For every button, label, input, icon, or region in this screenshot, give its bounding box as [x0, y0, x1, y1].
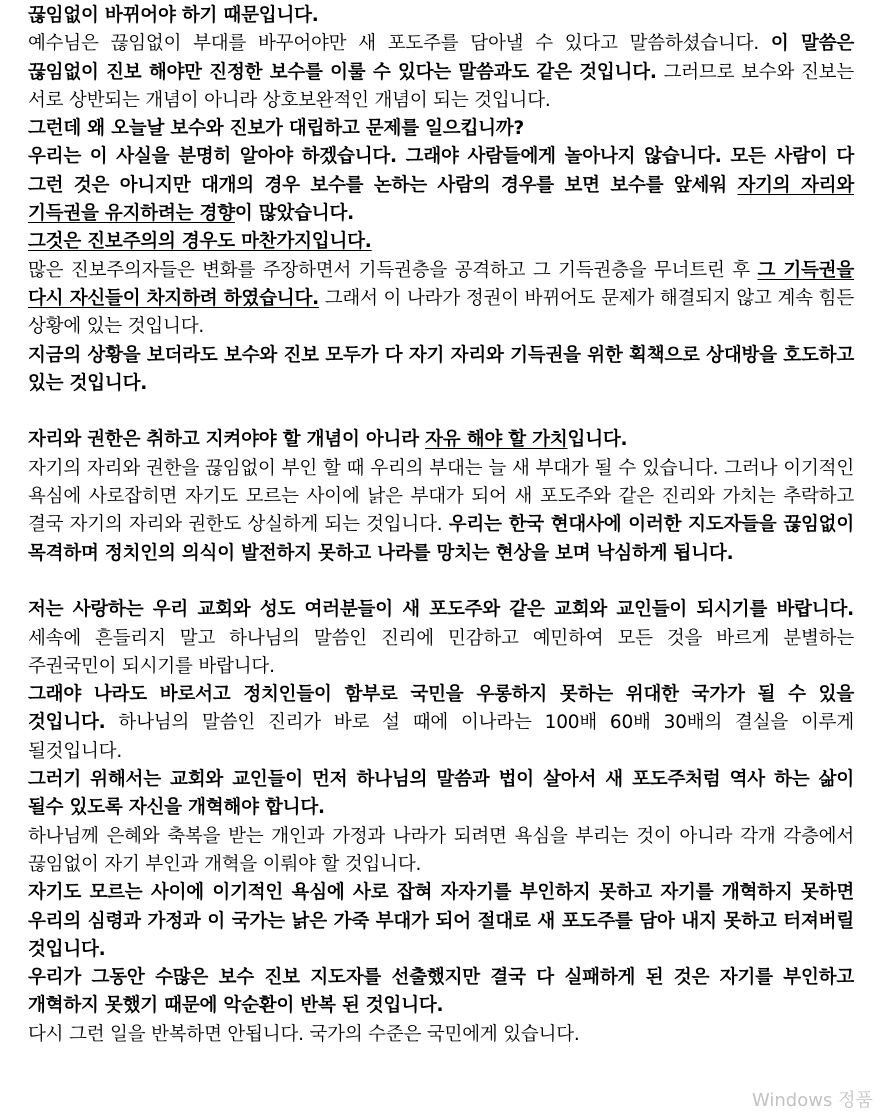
text-run: 많은 진보주의자들은 변화를 주장하면서 기득권층을 공격하고 그 기득권층을 무너트린 후	[28, 259, 758, 281]
text-run: 하나님의 말씀인 진리가 바로 설 때에 이나라는 100배 60배 30배의 결실을 이루게 될것입니다.	[28, 712, 854, 762]
text-run: 이 많았습니다.	[234, 203, 354, 225]
blank-2	[28, 568, 854, 596]
text-run: 자기도 모르는 사이에 이기적인 욕심에 사로 잡혀 자자기를 부인하지 못하고 자기를 개혁하지 못하면 우리의 심령과 가정과 이 국가는 낡은 가죽 부대가 되어 절대로 새 포도주를 담아 내지 못하고 터져버릴 것입니다.	[28, 882, 854, 960]
text-run: 끊임없이 바뀌어야 하기 때문입니다.	[28, 5, 319, 26]
para-15	[28, 964, 854, 1021]
para-3	[28, 115, 854, 143]
text-run: 하나님께 은혜와 축복을 받는 개인과 가정과 나라가 되려면 욕심을 부리는 것이 아니라 각개 각층에서 끊임없이 자기 부인과 개혁을 이뤄야 할 것입니다.	[28, 825, 854, 875]
text-run: 그러기 위해서는 교회와 교인들이 먼저 하나님의 말씀과 법이 살아서 새 포도주처럼 역사 하는 삶이 될수 있도록 자신을 개혁해야 합니다.	[28, 769, 854, 819]
para-11	[28, 681, 854, 766]
para-8	[28, 426, 854, 454]
para-10	[28, 596, 854, 681]
text-run: 다시 그런 일을 반복하면 안됩니다. 국가의 수준은 국민에게 있습니다.	[28, 1023, 580, 1045]
para-16	[28, 1021, 854, 1049]
text-run: 우리는 한국 현대사에 이러한 지도자들을 끊임없이 목격하며 정치인의 의식이 발전하지 못하고 나라를 망치는 현상을 보며 낙심하게 됩니다.	[28, 514, 854, 564]
text-run: 입니다.	[567, 429, 628, 451]
blank-1	[28, 398, 854, 426]
text-run: 그래야 나라도 바로서고 정치인들이 함부로 국민을 우롱하지 못하는 위대한 국가가 될 수 있을 것입니다.	[28, 684, 854, 734]
text-run: 저는 사랑하는 우리 교회와 성도 여러분들이 새 포도주와 같은 교회와 교인들이 되시기를 바랍니다.	[28, 599, 854, 621]
para-14	[28, 879, 854, 964]
text-run: 자기의 자리와 기득권을 유지하려는 경향	[28, 174, 854, 225]
text-run: 자기의 자리와 권한을 끊임없이 부인 할 때 우리의 부대는 늘 새 부대가 될 수 있습니다. 그러나 이기적인 욕심에 사로잡히면 자기도 모르는 사이에 낡은 부대가 되어 새 포도주와 같은 진리와 가치는 추락하고 결국 자기의 자리와 권한도 상실하게 되는 것입니다.	[28, 457, 854, 536]
text-run: 우리가 그동안 수많은 보수 진보 지도자를 선출했지만 결국 다 실패하게 된 것은 자기를 부인하고 개혁하지 못했기 때문에 악순환이 반복 된 것입니다.	[28, 967, 854, 1017]
text-run: 자리와 권한은 취하고 지켜야야 할 개념이 아니라	[28, 429, 426, 451]
text-run: 그 기득권을 다시 자신들이 차지하려 하였습니다.	[28, 259, 854, 309]
text-run: 그러므로 보수와 진보는 서로 상반되는 개념이 아니라 상호보완적인 개념이 되는 것입니다.	[28, 61, 854, 111]
para-7	[28, 342, 854, 399]
text-run: 이 말씀은 끊임없이 진보 해야만 진정한 보수를 이룰 수 있다는 말씀과도 같은 것입니다.	[28, 33, 854, 83]
para-12	[28, 766, 854, 823]
text-run: 자유 해야 할 가치	[425, 429, 568, 451]
text-run: 그래서 이 나라가 정권이 바뀌어도 문제가 해결되지 않고 계속 힘든 상황에 있는 것입니다.	[28, 287, 854, 338]
para-2	[28, 30, 854, 115]
para-4	[28, 143, 854, 228]
text-run: 지금의 상황을 보더라도 보수와 진보 모두가 다 자기 자리와 기득권을 위한 획책으로 상대방을 호도하고 있는 것입니다.	[28, 344, 854, 394]
windows-activation-watermark: Windows 정품	[752, 1090, 873, 1111]
text-run: 그런데 왜 오늘날 보수와 진보가 대립하고 문제를 일으킵니까?	[28, 118, 524, 140]
para-5	[28, 228, 854, 256]
text-run: 그것은 진보주의의 경우도 마찬가지입니다.	[28, 231, 372, 253]
text-run: 예수님은 끊임없이 부대를 바꾸어야만 새 포도주를 담아낼 수 있다고 말씀하셨습니다.	[28, 33, 771, 55]
text-run: 우리는 이 사실을 분명히 알아야 하겠습니다. 그래야 사람들에게 놀아나지 않습니다. 모든 사람이 다 그런 것은 아니지만 대개의 경우 보수를 논하는 사람의 경우를 보면 보수를 앞세워	[28, 146, 854, 196]
text-run: 세속에 흔들리지 말고 하나님의 말씀인 진리에 민감하고 예민하여 모든 것을 바르게 분별하는 주권국민이 되시기를 바랍니다.	[28, 627, 854, 677]
para-1	[28, 2, 854, 30]
document-body	[28, 2, 854, 1049]
para-6	[28, 257, 854, 342]
para-9	[28, 455, 854, 568]
para-13	[28, 823, 854, 880]
